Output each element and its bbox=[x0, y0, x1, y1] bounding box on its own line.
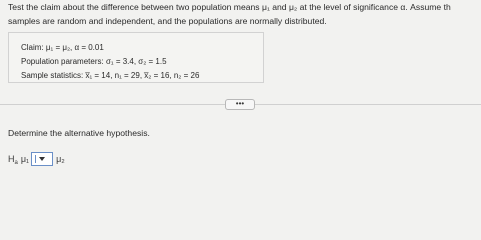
given-data-box bbox=[8, 32, 264, 83]
population-parameters-row bbox=[21, 57, 167, 66]
claim-row bbox=[21, 43, 104, 52]
dropdown-arrow-icon bbox=[39, 157, 45, 161]
hypothesis-left-term: μ₁ bbox=[20, 154, 30, 164]
problem-statement-line-1: Test the claim about the difference between two population means μ₁ and μ₂ at the level of significance α. Assume th bbox=[8, 2, 451, 12]
sample-x1: x̅₁ = 14 bbox=[85, 71, 111, 80]
sample-statistics-row: Sample statistics: x̅₁ = 14, n₁ = 29, x̅₂ = 16, n₂ = 26 bbox=[21, 71, 200, 80]
alternative-hypothesis-row bbox=[8, 151, 65, 167]
hypothesis-prefix: $H_a$ bbox=[8, 154, 18, 166]
population-value: σ₁ = 3.4, σ₂ = 1.5 bbox=[105, 57, 167, 66]
problem-statement-line-2: samples are random and independent, and the populations are normally distributed. bbox=[8, 16, 327, 26]
question-instruction: Determine the alternative hypothesis. bbox=[8, 128, 150, 138]
text-cursor bbox=[35, 155, 36, 163]
hypothesis-right-term: μ₂ bbox=[56, 154, 65, 164]
sample-n1: n₁ = 29 bbox=[114, 71, 140, 80]
more-options-button[interactable]: ••• bbox=[225, 99, 255, 110]
sample-x2: x̅₂ = 16 bbox=[144, 71, 170, 80]
sample-n2: n₂ = 26 bbox=[173, 71, 200, 80]
claim-label: Claim: bbox=[21, 43, 44, 52]
sample-label: Sample statistics: bbox=[21, 71, 84, 80]
population-label: Population parameters: bbox=[21, 57, 104, 66]
claim-value: μ₁ = μ₂, α = 0.01 bbox=[45, 43, 104, 52]
hypothesis-operator-dropdown[interactable] bbox=[31, 152, 53, 166]
